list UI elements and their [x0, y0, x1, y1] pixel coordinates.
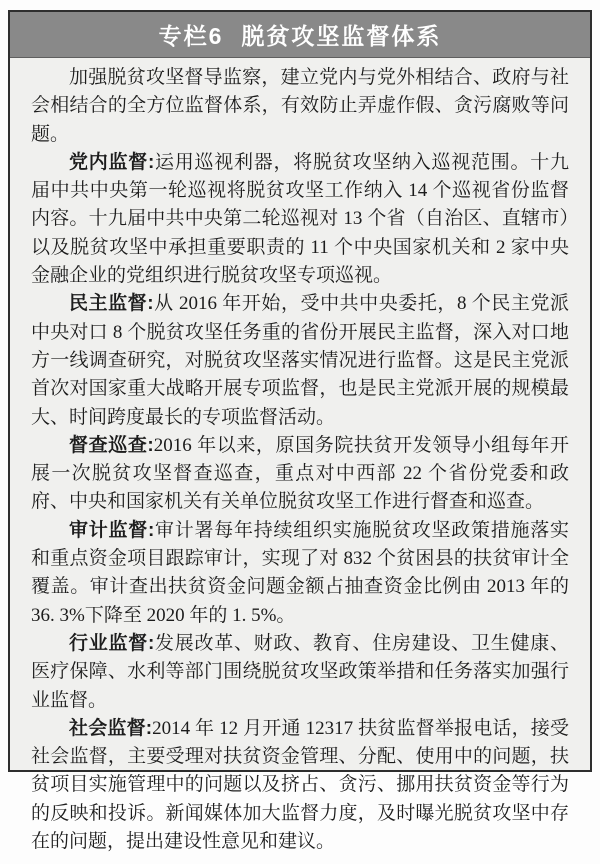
paragraph-label: 审计监督: — [69, 519, 155, 541]
paragraph-democratic-supervision — [31, 290, 569, 431]
paragraph-label: 督查巡查: — [69, 434, 154, 456]
paragraph-text: 2014 年 12 月开通 12317 扶贫监督举报电话，接受社会监督，主要受理对扶贫资金管理、分配、使用中的问题，扶贫项目实施管理中的问题以及挤占、贪污、挪用扶贫资金等行为的反映和投诉。新闻媒体加大监督力度，及时曝光脱贫攻坚中存在的问题，提出建设性意见和建议。 — [31, 717, 569, 853]
paragraph-inspection — [31, 432, 569, 517]
paragraph-label: 民主监督: — [69, 293, 154, 315]
panel-title-prefix: 专栏6 — [158, 23, 224, 49]
paragraph-label: 党内监督: — [69, 151, 155, 173]
column-panel — [8, 10, 592, 853]
paragraph-text: 从 2016 年开始，受中共中央委托，8 个民主党派中央对口 8 个脱贫攻坚任务重的省份开展民主监督，深入对口地方一线调查研究，对脱贫攻坚落实情况进行监督。这是民主党派首次对国家重大战略开展专项监督，也是民主党派开展的规模最大、时间跨度最长的专项监督活动。 — [31, 293, 569, 428]
paragraph-party-supervision — [31, 149, 569, 290]
panel-title: 脱贫攻坚监督体系 — [241, 23, 442, 49]
paragraph-text: 运用巡视利器，将脱贫攻坚纳入巡视范围。十九届中共中央第一轮巡视将脱贫攻坚工作纳入 14 个巡视省份监督内容。十九届中共中央第二轮巡视对 13 个省（自治区、直辖市）以及脱贫攻坚中承担重要职责的 11 个中央国家机关和 2 家中央金融企业的党组织进行脱贫攻坚专项巡视。 — [31, 151, 569, 287]
panel-body — [10, 58, 590, 864]
panel-header — [10, 12, 590, 58]
paragraph-audit-supervision — [31, 517, 569, 630]
paragraph-text: 2016 年以来，原国务院扶贫开发领导小组每年开展一次脱贫攻坚督查巡查，重点对中西部 22 个省份党委和政府、中央和国家机关有关单位脱贫攻坚工作进行督查和巡查。 — [31, 434, 569, 513]
paragraph-intro — [31, 64, 569, 149]
paragraph-label: 行业监督: — [69, 632, 155, 654]
paragraph-text: 加强脱贫攻坚督导监察，建立党内与党外相结合、政府与社会相结合的全方位监督体系，有效防止弄虚作假、贪污腐败等问题。 — [31, 67, 569, 145]
paragraph-industry-supervision — [31, 630, 569, 715]
paragraph-label: 社会监督: — [69, 717, 153, 739]
paragraph-text: 发展改革、财政、教育、住房建设、卫生健康、医疗保障、水利等部门围绕脱贫攻坚政策举措和任务落实加强行业监督。 — [31, 632, 569, 711]
paragraph-text: 审计署每年持续组织实施脱贫攻坚政策措施落实和重点资金项目跟踪审计，实现了对 832 个贫困县的扶贫审计全覆盖。审计查出扶贫资金问题金额占抽查资金比例由 2013 年的 36. 3%下降至 2020 年的 1. 5%。 — [31, 519, 569, 626]
